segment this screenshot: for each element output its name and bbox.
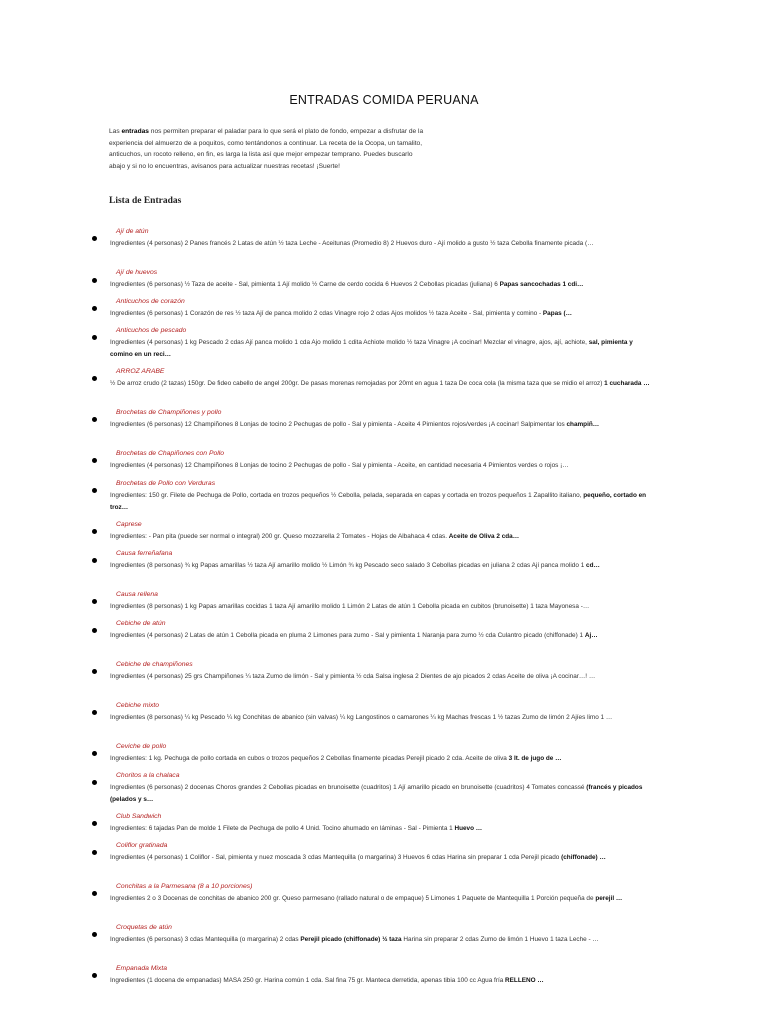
recipe-description (110, 460, 655, 472)
recipe-description-bold: sal, pimienta y comino en un reci… (110, 339, 633, 358)
recipe-description (110, 419, 655, 431)
recipe-title-link[interactable]: Cebiche de atún (116, 620, 166, 627)
bullet-icon (92, 780, 97, 785)
bullet-icon (92, 458, 97, 463)
recipe-description (110, 490, 655, 513)
recipe-description (110, 753, 655, 765)
recipe-description-bold: Papas sancochadas 1 cdi… (499, 281, 584, 288)
bullet-icon (92, 850, 97, 855)
recipe-description-text: Ingredientes (6 personas) ½ Taza de aceite - Sal, pimienta 1 Ají molido ½ Carne de cerdo cocida 6 Huevos 2 Cebollas picadas (juliana) 6 (110, 281, 500, 288)
recipe-title-link[interactable]: Anticuchos de corazón (116, 298, 185, 305)
recipe-description-bold: (chiffonade) … (561, 854, 606, 861)
recipe-description-bold: Perejil picado (chiffonade) ½ taza (300, 936, 402, 943)
recipe-title-link[interactable]: Anticuchos de pescado (116, 327, 187, 334)
recipe-description (110, 671, 655, 683)
recipe-title-link[interactable]: Ají de atún (116, 228, 149, 235)
recipe-title-link[interactable]: Choritos a la chalaca (116, 772, 180, 779)
bullet-icon (92, 335, 97, 340)
recipe-description-text: Ingredientes 2 o 3 Docenas de conchitas de abanico 200 gr. Queso parmesano (rallado natural o de empaque) 5 Limones 1 Paquete de Mantequilla 1 Porción pequeña de (110, 895, 596, 902)
recipe-description (110, 279, 655, 291)
bullet-icon (92, 821, 97, 826)
recipe-description (110, 630, 655, 642)
recipe-title-link[interactable]: Brochetas de Champiñones y pollo (116, 409, 222, 416)
bullet-icon (92, 558, 97, 563)
recipe-title-link[interactable]: Croquetas de atún (116, 924, 172, 931)
recipe-description-bold: cd… (586, 562, 600, 569)
recipe-title-link[interactable]: ARROZ ARABE (116, 368, 165, 375)
intro-rest: nos permiten preparar el paladar para lo que será el plato de fondo, empezar a disfrutar de la experiencia del almuerzo de a poquitos, como tentándonos a continuar. La receta de la Ocopa, un tamalito, anticuchos, un rocoto relleno, en fin, es larga la lista así que mejor empezar temprano. Puedes buscarlo abajo y si no lo encuentras, avisanos para actualizar nuestras recetas! ¡Suerte! (109, 128, 424, 170)
recipe-title-link[interactable]: Cebiche de champiñones (116, 661, 193, 668)
recipe-description (110, 308, 655, 320)
recipe-description (110, 823, 655, 835)
recipe-description-text: Ingredientes (4 personas) 12 Champiñones 8 Lonjas de tocino 2 Pechugas de pollo - Sal y pimienta - Aceite, en cantidad necesaria 4 Pimientos verdes o rojos ¡… (110, 462, 569, 469)
intro-prefix: Las (109, 128, 122, 135)
bullet-icon (92, 669, 97, 674)
recipe-description (110, 560, 655, 572)
recipe-title-link[interactable]: Brochetas de Chapiñones con Pollo (116, 450, 225, 457)
recipe-description-text: Ingredientes (8 personas) ¼ kg Pescado ¼ kg Conchitas de abanico (sin valvas) ¼ kg Langostinos o camarones ¼ kg Machas frescas 1 ½ tazas Zumo de limón 2 Ajíes limo 1 … (110, 714, 613, 721)
recipe-description-bold: Aceite de Oliva 2 cda… (448, 533, 520, 540)
recipe-description-text: Ingredientes (6 personas) 1 Corazón de res ½ taza Ají de panca molido 2 cdas Vinagre rojo 2 cdas Ajos molidos ½ taza Aceite - Sal, pimienta y comino - (110, 310, 543, 317)
recipe-title-link[interactable]: Brochetas de Pollo con Verduras (116, 480, 216, 487)
recipe-description-bold: perejil … (595, 895, 623, 902)
recipe-title-link[interactable]: Cebiche mixto (116, 702, 160, 709)
recipe-description-text: Ingredientes (4 personas) 1 kg Pescado 2 cdas Ají panca molido 1 cda Ajo molido 1 cdita Achiote molido ½ taza Vinagre ¡A cocinar! Mezclar el vinagre, ajos, ají, achiote, (110, 339, 589, 346)
recipe-title-link[interactable]: Coliflor gratinada (116, 842, 168, 849)
recipe-description (110, 782, 655, 805)
recipe-description-bold: (francés y picados (pelados y s… (110, 784, 643, 803)
bullet-icon (92, 306, 97, 311)
recipe-title-link[interactable]: Ají de huevos (116, 269, 158, 276)
recipe-description (110, 934, 655, 946)
recipe-description-bold: RELLENO … (505, 977, 544, 984)
bullet-icon (92, 278, 97, 283)
recipe-description-text: Ingredientes (4 personas) 2 Latas de atún 1 Cebolla picada en pluma 2 Limones para zumo - Sal y pimienta 1 Naranja para zumo ½ cda Culantro picado (chiffonade) 1 (110, 632, 585, 639)
recipe-description-after: Harina sin preparar 2 cdas Zumo de limón 1 Huevo 1 taza Leche - … (401, 936, 599, 943)
recipe-description-bold: champiñ… (566, 421, 600, 428)
recipe-description-bold: Huevo … (454, 825, 483, 832)
recipe-description-bold: Aj… (584, 632, 598, 639)
recipe-title-link[interactable]: Club Sandwich (116, 813, 162, 820)
recipe-description-text: Ingredientes (6 personas) 3 cdas Mantequilla (o margarina) 2 cdas (110, 936, 301, 943)
recipe-description-bold: Papas (… (542, 310, 573, 317)
recipe-description (110, 531, 655, 543)
bullet-icon (92, 973, 97, 978)
recipe-title-link[interactable]: Caprese (116, 521, 142, 528)
recipe-description-text: Ingredientes (8 personas) 1 kg Papas amarillas cocidas 1 taza Ají amarillo molido 1 Limón 2 Latas de atún 1 Cebolla picada en cubitos (brunoisette) 1 taza Mayonesa -… (110, 603, 590, 610)
recipe-description-text: Ingredientes (6 personas) 2 docenas Choros grandes 2 Cebollas picadas en brunoisette (cuadritos) 1 Ají amarillo picado en brunoisette (cuadritos) 4 Tomates concassé (110, 784, 587, 791)
recipe-description-text: Ingredientes (4 personas) 1 Coliflor - Sal, pimienta y nuez moscada 3 cdas Mantequilla (o margarina) 3 Huevos 6 cdas Harina sin preparar 1 cda Perejil picado (110, 854, 562, 861)
recipe-description (110, 893, 655, 905)
intro-paragraph (109, 126, 427, 172)
recipe-description-bold: 3 lt. de jugo de … (508, 755, 562, 762)
recipe-description-text: Ingredientes: 6 tajadas Pan de molde 1 Filete de Pechuga de pollo 4 Unid. Tocino ahumado en láminas - Sal - Pimienta 1 (110, 825, 455, 832)
recipe-title-link[interactable]: Conchitas a la Parmesana (8 a 10 porciones) (116, 883, 253, 890)
recipe-description (110, 975, 655, 987)
recipe-description-bold: 1 cucharada … (604, 380, 650, 387)
recipe-description-text: ½ De arroz crudo (2 tazas) 150gr. De fideo cabello de angel 200gr. De pasas morenas remojadas por 20mt en agua 1 taza De coca cola (la misma taza que se midio el arroz) (110, 380, 605, 387)
recipe-description-text: Ingredientes (6 personas) 12 Champiñones 8 Lonjas de tocino 2 Pechugas de pollo - Sal y pimienta - Aceite 4 Pimientos rojos/verdes ¡A cocinar! Salpimentar los (110, 421, 567, 428)
bullet-icon (92, 710, 97, 715)
recipe-title-link[interactable]: Causa ferreñafana (116, 550, 173, 557)
bullet-icon (92, 417, 97, 422)
recipe-description (110, 852, 655, 864)
bullet-icon (92, 529, 97, 534)
bullet-icon (92, 376, 97, 381)
bullet-icon (92, 599, 97, 604)
recipe-description (110, 712, 655, 724)
bullet-icon (92, 488, 97, 493)
recipe-description (110, 601, 655, 613)
recipe-description-text: Ingredientes: - Pan pita (puede ser normal o integral) 200 gr. Queso mozzarella 2 Tomates - Hojas de Albahaca 4 cdas. (110, 533, 449, 540)
recipe-description (110, 378, 655, 390)
bullet-icon (92, 932, 97, 937)
recipe-description-text: Ingredientes: 150 gr. Filete de Pechuga de Pollo, cortada en trozos pequeños ½ Cebolla, pelada, separada en capas y cortada en trozos pequeños 1 Zapallito italiano, (110, 492, 584, 499)
recipe-description-text: Ingredientes (1 docena de empanadas) MASA 250 gr. Harina común 1 cda. Sal fina 75 gr. Manteca derretida, apenas tibia 100 cc Agua fría (110, 977, 506, 984)
recipe-description-text: Ingredientes: 1 kg. Pechuga de pollo cortada en cubos o trozos pequeños 2 Cebollas finamente picadas Perejil picado 2 cda. Aceite de oliva (110, 755, 509, 762)
bullet-icon (92, 236, 97, 241)
bullet-icon (92, 628, 97, 633)
recipe-description (110, 337, 655, 360)
bullet-icon (92, 891, 97, 896)
recipe-title-link[interactable]: Ceviche de pollo (116, 743, 167, 750)
list-heading: Lista de Entradas (109, 196, 182, 206)
recipe-description-bold: pequeño, cortado en troz… (110, 492, 647, 511)
bullet-icon (92, 751, 97, 756)
page-title: ENTRADAS COMIDA PERUANA (289, 93, 479, 107)
recipe-description (110, 238, 655, 250)
recipe-title-link[interactable]: Causa rellena (116, 591, 158, 598)
recipe-description-text: Ingredientes (4 personas) 25 grs Champiñones ¼ taza Zumo de limón - Sal y pimienta ½ cda Salsa inglesa 2 Dientes de ajo picados 2 cdas Aceite de oliva ¡A cocinar…! … (110, 673, 596, 680)
recipe-description-text: Ingredientes (4 personas) 2 Panes francés 2 Latas de atún ½ taza Leche - Aceitunas (Promedio 8) 2 Huevos duro - Ají molido a gusto ½ taza Cebolla finamente picada (… (110, 240, 594, 247)
recipe-title-link[interactable]: Empanada Mixta (116, 965, 168, 972)
recipe-description-text: Ingredientes (8 personas) ¾ kg Papas amarillas ½ taza Ají amarillo molido ½ Limón ¾ kg Pescado seco salado 3 Cebollas picadas en juliana 2 cdas Ají panca molido 1 (110, 562, 587, 569)
intro-bold-word: entradas (121, 128, 149, 135)
